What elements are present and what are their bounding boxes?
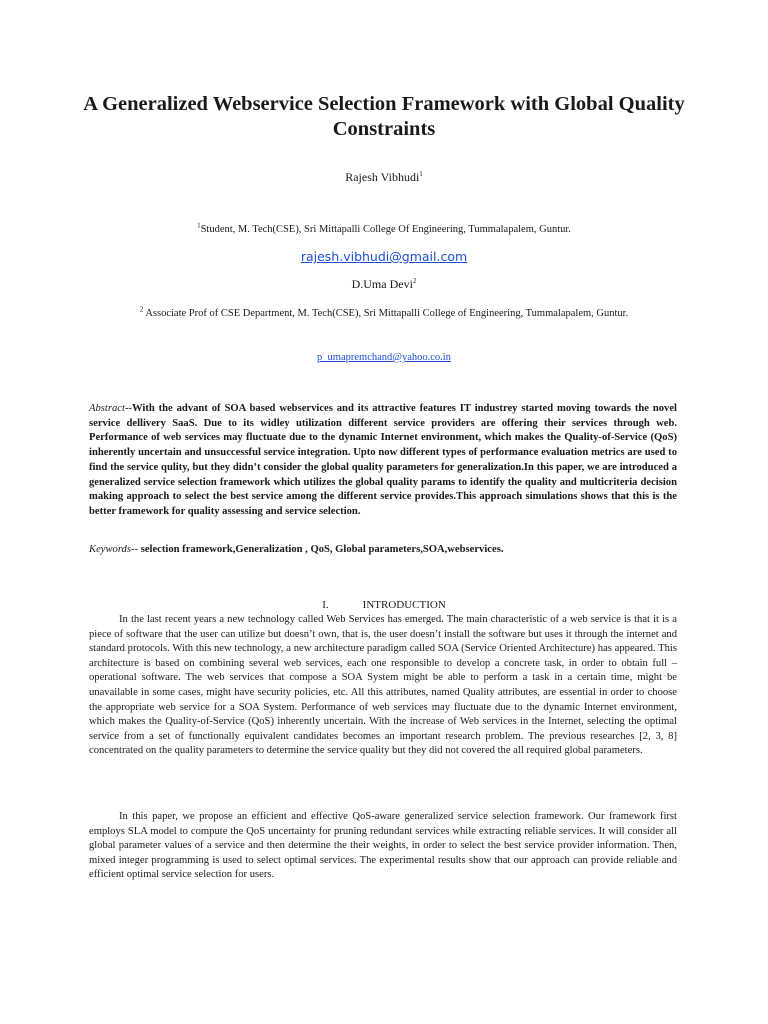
author-2-superscript: 2 (412, 277, 417, 285)
author-2-affiliation-superscript: 2 (139, 305, 144, 314)
author-1-email-link[interactable]: rajesh.vibhudi@gmail.com (300, 249, 468, 264)
author-1-affiliation: Student, M. Tech(CSE), Sri Mittapalli College Of Engineering, Tummalapalem, Guntur. (200, 224, 571, 235)
author-1-name-line (80, 170, 688, 185)
section-title: INTRODUCTION (362, 599, 446, 611)
author-2-email-link[interactable]: p_umapremchand@yahoo.co.in (317, 352, 451, 363)
author-1-superscript: 1 (419, 170, 423, 178)
author-2-name-line (80, 277, 688, 292)
section-number: I. (322, 599, 329, 611)
keywords-label: Keywords (89, 544, 131, 555)
abstract-separator: -- (124, 403, 132, 414)
author-1-name: Rajesh Vibhudi (345, 170, 420, 184)
intro-paragraph-1: In the last recent years a new technology called Web Services has emerged. The main characteristic of a web service is that it is a piece of software that the user can utilize but doesn’t own, that is, the user doesn’t install the software but uses it through the internet and standard protocols. With this new technology, a new architecture paradigm called SOA (Service Oriented Architecture) has appeared. This architecture is based on combining several web services, each one responsible to develop a concrete task, in order to obtain full – operational software. The web services that compose a SOA System might be able to perform a task in a certain time, might be unavailable in some cases, might have security policies, etc. All this attributes, named Quality attributes, are essential in order to choose the appropriate web service for a SOA System. Performance of web services may fluctuate due to the dynamic Internet environment, which makes the Quality-of-Service (QoS) inherently uncertain. With the increase of Web services in the Internet, selecting the optimal service from a set of functionally equivalent candidates becomes an important research problem. The previous researches [2, 3, 8] concentrated on the quality parameters to determine the service quality but they did not covered the all required global parameters. (89, 614, 677, 757)
abstract-label: Abstract (89, 403, 125, 414)
abstract-text: With the advant of SOA based webservices and its attractive features IT industrey started moving towards the novel service dellivery SaaS. Due to its widley utilization different service providers are offering their services through web. Performance of web services may fluctuate due to the dynamic Internet environment, which makes the Quality-of-Service (QoS) inherently uncertain and unsuccessful service integration. Upto now different types of performance evaluation metrics are used to find the service qulity, but they didn’t consider the global quality parameters for generalization.In this paper, we are introduced a generalized service selection framework which utilizes the global quality params to identify the quality and multicriteria decision making approach to select the best service among the different service provides.This approach simulations shows that this is the better framework for quality assessing and service selection. (89, 403, 677, 517)
author-1-email-line (80, 248, 688, 266)
keywords-separator: -- (130, 544, 141, 555)
author-2-affiliation-line (104, 306, 664, 321)
keywords-block (89, 544, 677, 555)
author-2-affiliation: Associate Prof of CSE Department, M. Tech(CSE), Sri Mittapalli College of Engineering, Tummalapalem, Guntur. (143, 308, 629, 319)
author-2-email-line (80, 347, 688, 365)
keywords-text: selection framework,Generalization , QoS, Global parameters,SOA,webservices. (140, 544, 504, 555)
author-1-affiliation-superscript: 1 (197, 221, 201, 230)
author-2-name: D.Uma Devi (351, 277, 413, 291)
abstract-block (89, 402, 677, 520)
paper-title: A Generalized Webservice Selection Framework with Global Quality Constraints (83, 93, 685, 140)
author-1-affiliation-line (80, 222, 688, 237)
section-heading (80, 599, 688, 611)
intro-paragraph-2: In this paper, we propose an efficient and effective QoS-aware generalized service selection framework. Our framework first employs SLA model to compute the QoS uncertainty for pruning redundant services while extracting reliable services. It will consider all global parameter values of a service and then determine the their weights, in order to select the best service provider information. Then, mixed integer programming is used to select optimal services. The experimental results show that our approach can provide reliable and efficient optimal service selection for users. (89, 811, 677, 881)
